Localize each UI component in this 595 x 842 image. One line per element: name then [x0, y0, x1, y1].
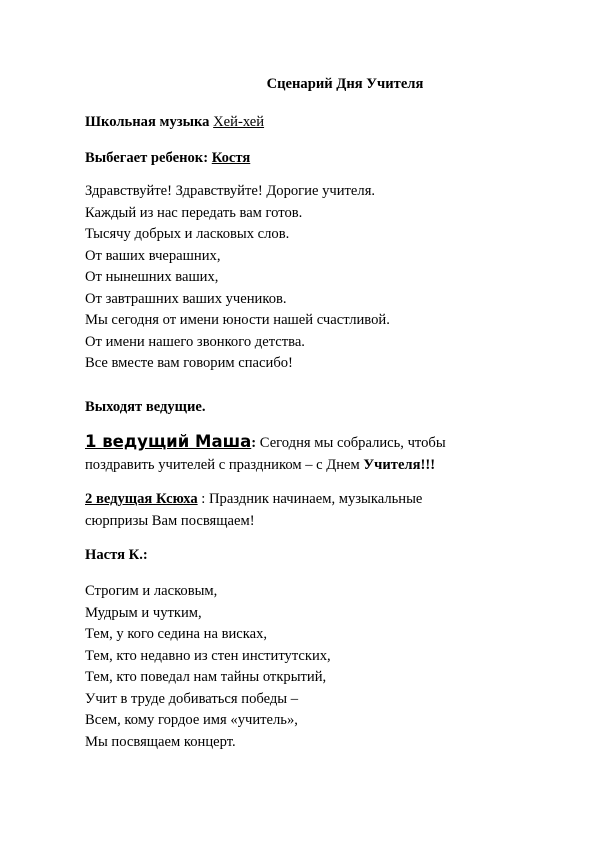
verse-line: Тем, кто поведал нам тайны открытий,	[85, 669, 327, 685]
verse-line: Мудрым и чутким,	[85, 604, 202, 621]
host1-label: 1 ведущий Маша	[85, 432, 252, 451]
music-line	[85, 112, 555, 134]
verse-line: Тысячу добрых и ласковых слов.	[85, 226, 290, 242]
host2-label: 2 ведущая Ксюха	[85, 491, 198, 507]
runs-out-line	[85, 148, 555, 170]
page-title: Сценарий Дня Учителя	[266, 76, 424, 92]
verse-line: От нынешних ваших,	[85, 269, 219, 285]
nastya-label: Настя К.:	[85, 547, 148, 563]
nastya-verse	[85, 581, 555, 753]
hosts-enter: Выходят ведущие.	[85, 399, 206, 415]
verse-line: Тем, у кого седина на висках,	[85, 626, 268, 642]
music-label: Школьная музыка	[85, 114, 210, 130]
verse-line: Тем, кто недавно из стен институтских,	[85, 647, 331, 664]
verse-line: Каждый из нас передать вам готов.	[85, 204, 303, 221]
host1-colon: :	[251, 435, 257, 451]
verse-line: Всем, кому гордое имя «учитель»,	[85, 712, 298, 728]
verse-line: От ваших вчерашних,	[85, 247, 221, 264]
runs-out-name: Костя	[211, 150, 251, 166]
host1-line1: Сегодня мы собрались, чтобы	[256, 435, 446, 451]
runs-out-label: Выбегает ребенок:	[85, 150, 209, 166]
verse-line: Мы сегодня от имени юности нашей счастливой.	[85, 312, 390, 328]
verse-line: Учит в труде добиваться победы –	[85, 690, 299, 707]
host1-paragraph	[85, 431, 555, 476]
verse-line: Строгим и ласковым,	[85, 583, 218, 599]
music-track: Хей-хей	[213, 114, 265, 130]
host2-paragraph	[85, 489, 555, 532]
host2-line1: : Праздник начинаем, музыкальные	[197, 491, 423, 507]
verse-line: Мы посвящаем концерт.	[85, 733, 236, 750]
verse-line: Здравствуйте! Здравствуйте! Дорогие учителя.	[85, 183, 376, 199]
verse-line: Все вместе вам говорим спасибо!	[85, 355, 293, 371]
kostya-verse	[85, 181, 555, 375]
host1-line2: поздравить учителей с праздником – с Днем	[85, 456, 364, 473]
verse-line: От завтрашних ваших учеников.	[85, 290, 287, 307]
host2-line2: сюрпризы Вам посвящаем!	[85, 512, 255, 529]
host1-line2-bold: Учителя!!!	[363, 456, 436, 473]
verse-line: От имени нашего звонкого детства.	[85, 333, 305, 350]
